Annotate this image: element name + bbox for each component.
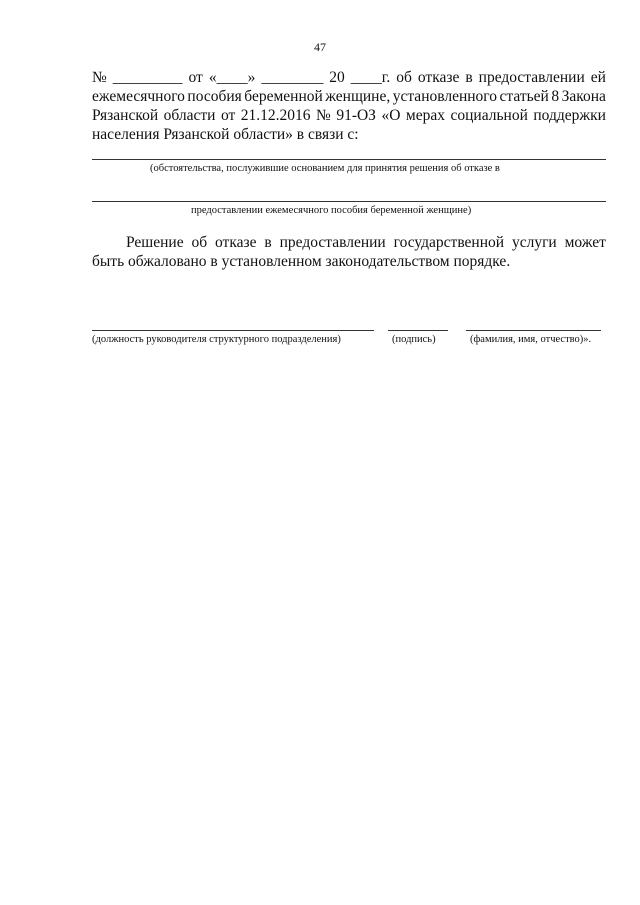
word: 8	[551, 88, 560, 105]
word: от	[188, 69, 203, 86]
word: ежемесячного	[92, 88, 185, 105]
word: мерах	[405, 107, 445, 124]
signature-caption: (подпись)	[392, 334, 436, 345]
word: беременной	[244, 88, 323, 105]
page-number: 47	[314, 40, 326, 54]
decision-line-2	[92, 87, 606, 106]
full-name-line	[466, 330, 601, 331]
word: государственной	[393, 234, 505, 251]
word: Закона	[561, 88, 606, 105]
word: предоставлении	[279, 234, 386, 251]
signature-line	[388, 330, 448, 331]
word: услуги	[511, 234, 557, 251]
law-date: 21.12.2016	[240, 107, 311, 124]
word: поддержки	[533, 107, 606, 124]
word: предоставлении	[478, 69, 585, 86]
position-caption: (должность руководителя структурного подразделения)	[92, 334, 341, 345]
reason-caption-1: (обстоятельства, послужившие основанием для принятия решения об отказе в	[150, 163, 500, 174]
reason-rule-1	[92, 159, 606, 160]
year-blank: ____г.	[350, 69, 391, 86]
word: «О	[381, 107, 401, 124]
word: социальной	[450, 107, 528, 124]
decision-line-1	[92, 68, 606, 87]
word: женщине,	[325, 88, 391, 105]
word: области	[163, 107, 216, 124]
word: Рязанской	[92, 107, 159, 124]
decision-line-3	[92, 106, 606, 125]
word: может	[564, 234, 606, 251]
appeal-line-2: быть обжаловано в установленном законодательством порядке.	[92, 253, 511, 270]
word: установленного	[392, 88, 498, 105]
word: в	[264, 234, 272, 251]
number-blank: _________	[112, 69, 183, 86]
month-blank: ________	[261, 69, 324, 86]
word: ей	[590, 69, 606, 86]
reason-rule-2	[92, 201, 606, 202]
decision-line-4: населения Рязанской области» в связи с:	[92, 126, 359, 143]
full-name-caption: (фамилия, имя, отчество)».	[470, 334, 592, 345]
day-blank: «____»	[208, 69, 256, 86]
number-sign: №	[92, 69, 107, 86]
word: отказе	[215, 234, 257, 251]
word: статьей	[499, 88, 549, 105]
law-number: 91-ОЗ	[336, 107, 376, 124]
century: 20	[329, 69, 345, 86]
position-signature-line	[92, 330, 374, 331]
word: от	[220, 107, 236, 124]
reason-caption-2: предоставлении ежемесячного пособия беременной женщине)	[191, 205, 472, 216]
word: об	[191, 234, 208, 251]
word: пособия	[187, 88, 242, 105]
decision-paragraph	[92, 68, 606, 144]
word: Решение	[126, 234, 184, 251]
appeal-line-1	[92, 233, 606, 252]
word: об	[396, 69, 412, 86]
word: №	[316, 107, 331, 124]
word: в	[465, 69, 473, 86]
word: отказе	[417, 69, 460, 86]
appeal-paragraph	[92, 233, 606, 271]
